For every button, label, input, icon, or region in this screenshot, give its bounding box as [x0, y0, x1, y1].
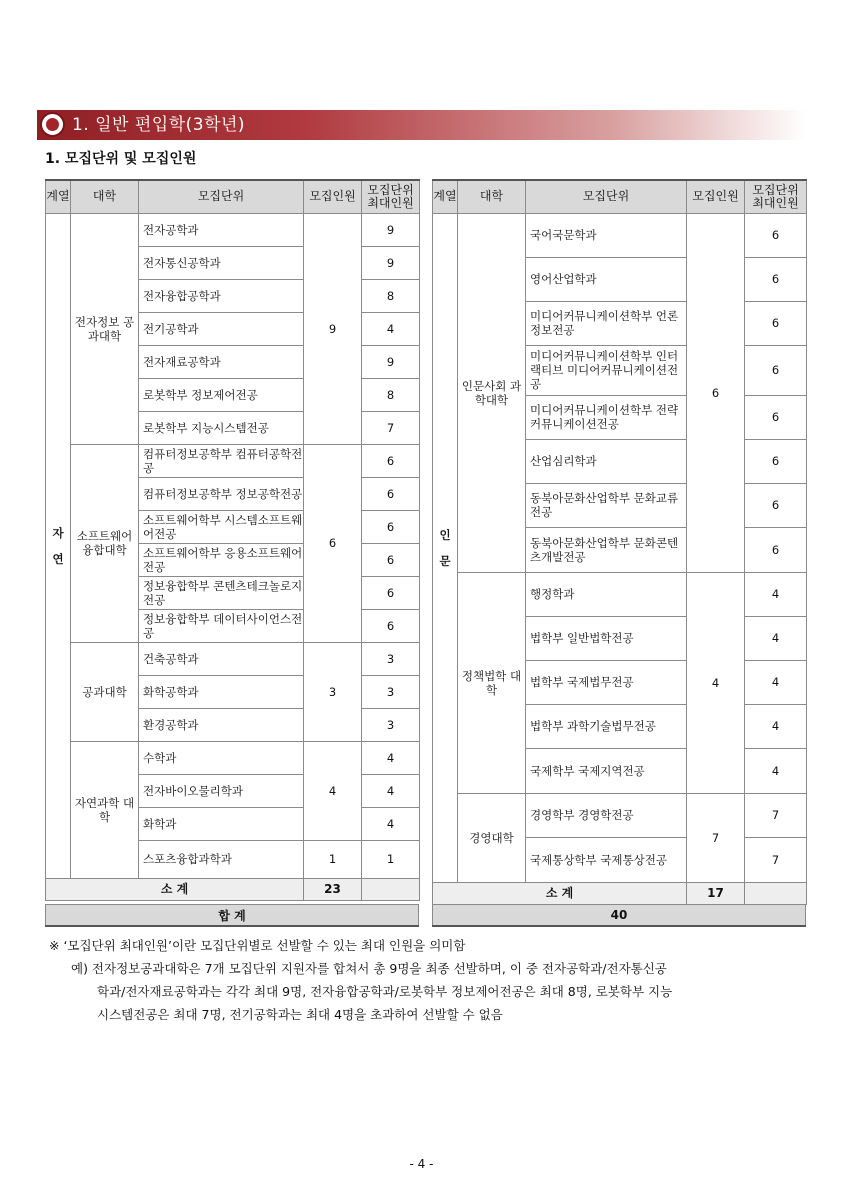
table-row	[433, 572, 807, 616]
college-cell: 전자정보 공과대학	[71, 213, 139, 444]
unit-cell: 정보융합학부 데이터사이언스전공	[139, 609, 304, 642]
field-cell: 인 문	[433, 213, 458, 882]
unit-cell: 경영학부 경영학전공	[526, 793, 687, 837]
table-row	[46, 741, 420, 774]
header-field: 계열	[433, 180, 458, 213]
max-cell: 4	[745, 660, 807, 704]
unit-cell: 법학부 국제법무전공	[526, 660, 687, 704]
max-cell: 6	[362, 510, 420, 543]
quota-cell: 7	[687, 793, 745, 882]
quota-cell: 6	[687, 213, 745, 572]
total-label-bar	[45, 904, 419, 927]
field-cell: 자 연	[46, 213, 71, 878]
university-emblem-icon	[40, 112, 65, 137]
max-cell: 6	[745, 395, 807, 439]
unit-cell: 법학부 일반법학전공	[526, 616, 687, 660]
subtotal-value: 17	[687, 882, 745, 904]
unit-cell: 소프트웨어학부 응용소프트웨어전공	[139, 543, 304, 576]
college-cell: 인문사회 과학대학	[458, 213, 526, 572]
table-row	[46, 444, 420, 477]
unit-cell: 로봇학부 정보제어전공	[139, 378, 304, 411]
section-title: 1. 모집단위 및 모집인원	[45, 151, 197, 167]
note-definition: ※ ‘모집단위 최대인원’이란 모집단위별로 선발할 수 있는 최대 인원을 의미함	[49, 938, 466, 953]
table-row	[433, 213, 807, 257]
subtotal-row	[46, 878, 420, 900]
unit-cell: 환경공학과	[139, 708, 304, 741]
total-label: 합 계	[46, 905, 419, 927]
header-unit: 모집단위	[139, 180, 304, 213]
unit-cell: 전자재료공학과	[139, 345, 304, 378]
note-example-line-3: 시스템전공은 최대 7명, 전기공학과는 최대 4명을 초과하여 선발할 수 없음	[97, 1007, 503, 1022]
max-cell: 4	[745, 572, 807, 616]
max-cell: 6	[745, 257, 807, 301]
max-cell: 6	[362, 576, 420, 609]
unit-cell: 국제학부 국제지역전공	[526, 748, 687, 793]
max-cell: 4	[362, 741, 420, 774]
max-cell: 1	[362, 840, 420, 878]
subtotal-label: 소 계	[46, 878, 304, 900]
college-cell: 정책법학 대학	[458, 572, 526, 793]
table-row	[46, 642, 420, 675]
max-cell: 6	[745, 301, 807, 345]
unit-cell: 동북아문화산업학부 문화콘텐츠개발전공	[526, 527, 687, 572]
max-cell: 6	[745, 439, 807, 483]
unit-cell: 건축공학과	[139, 642, 304, 675]
unit-cell: 전자통신공학과	[139, 246, 304, 279]
note-example-line-1: 예) 전자정보공과대학은 7개 모집단위 지원자를 합쳐서 총 9명을 최종 선발하며, 이 중 전자공학과/전자통신공	[71, 961, 667, 976]
max-cell: 4	[362, 807, 420, 840]
note-example-line-2: 학과/전자재료공학과는 각각 최대 9명, 전자융합공학과/로봇학부 정보제어전공은 최대 8명, 로봇학부 지능	[97, 984, 673, 999]
header-unit: 모집단위	[526, 180, 687, 213]
max-cell: 6	[362, 543, 420, 576]
unit-cell: 전자바이오물리학과	[139, 774, 304, 807]
college-cell: 공과대학	[71, 642, 139, 741]
subtotal-value: 23	[304, 878, 362, 900]
unit-cell: 로봇학부 지능시스템전공	[139, 411, 304, 444]
subtotal-row	[433, 882, 807, 904]
table-row	[46, 213, 420, 246]
max-cell: 6	[745, 483, 807, 527]
quota-cell: 1	[304, 840, 362, 878]
subtotal-empty	[745, 882, 807, 904]
quota-cell: 9	[304, 213, 362, 444]
max-cell: 4	[745, 616, 807, 660]
unit-cell: 동북아문화산업학부 문화교류전공	[526, 483, 687, 527]
unit-cell: 소프트웨어학부 시스템소프트웨어전공	[139, 510, 304, 543]
header-max: 모집단위 최대인원	[362, 180, 420, 213]
total-value-bar	[432, 904, 806, 927]
subtotal-empty	[362, 878, 420, 900]
max-cell: 9	[362, 345, 420, 378]
max-cell: 3	[362, 708, 420, 741]
max-cell: 3	[362, 642, 420, 675]
unit-cell: 법학부 과학기술법무전공	[526, 704, 687, 748]
max-cell: 7	[745, 793, 807, 837]
unit-cell: 국어국문학과	[526, 213, 687, 257]
max-cell: 8	[362, 279, 420, 312]
max-cell: 6	[362, 609, 420, 642]
banner-title: 1. 일반 편입학(3학년)	[72, 115, 246, 135]
max-cell: 4	[362, 312, 420, 345]
header-max: 모집단위 최대인원	[745, 180, 807, 213]
unit-cell: 컴퓨터정보공학부 정보공학전공	[139, 477, 304, 510]
max-cell: 8	[362, 378, 420, 411]
unit-cell: 미디어커뮤니케이션학부 전략커뮤니케이션전공	[526, 395, 687, 439]
quota-cell: 4	[304, 741, 362, 840]
unit-cell: 컴퓨터정보공학부 컴퓨터공학전공	[139, 444, 304, 477]
college-cell: 소프트웨어 융합대학	[71, 444, 139, 642]
max-cell: 6	[745, 345, 807, 395]
unit-cell: 영어산업학과	[526, 257, 687, 301]
quota-cell: 6	[304, 444, 362, 642]
quota-cell: 3	[304, 642, 362, 741]
unit-cell: 수학과	[139, 741, 304, 774]
unit-cell: 스포츠융합과학과	[139, 840, 304, 878]
max-cell: 7	[745, 837, 807, 882]
table-row	[433, 793, 807, 837]
max-cell: 6	[362, 444, 420, 477]
max-cell: 6	[745, 213, 807, 257]
unit-cell: 국제통상학부 국제통상전공	[526, 837, 687, 882]
max-cell: 6	[745, 527, 807, 572]
unit-cell: 정보융합학부 콘텐츠테크놀로지전공	[139, 576, 304, 609]
left-quota-table	[45, 179, 420, 901]
max-cell: 9	[362, 213, 420, 246]
max-cell: 4	[362, 774, 420, 807]
header-college: 대학	[71, 180, 139, 213]
max-cell: 4	[745, 748, 807, 793]
right-quota-table	[432, 179, 807, 905]
college-cell: 경영대학	[458, 793, 526, 882]
college-cell: 자연과학 대학	[71, 741, 139, 878]
table-header-row	[433, 180, 807, 213]
table-header-row	[46, 180, 420, 213]
unit-cell: 화학공학과	[139, 675, 304, 708]
page-number: - 4 -	[409, 1157, 434, 1171]
unit-cell: 미디어커뮤니케이션학부 인터랙티브 미디어커뮤니케이션전공	[526, 345, 687, 395]
unit-cell: 전자공학과	[139, 213, 304, 246]
unit-cell: 전기공학과	[139, 312, 304, 345]
max-cell: 6	[362, 477, 420, 510]
header-field: 계열	[46, 180, 71, 213]
unit-cell: 행정학과	[526, 572, 687, 616]
header-quota: 모집인원	[304, 180, 362, 213]
quota-cell: 4	[687, 572, 745, 793]
unit-cell: 산업심리학과	[526, 439, 687, 483]
unit-cell: 전자융합공학과	[139, 279, 304, 312]
total-value: 40	[433, 905, 806, 927]
max-cell: 9	[362, 246, 420, 279]
subtotal-label: 소 계	[433, 882, 687, 904]
unit-cell: 화학과	[139, 807, 304, 840]
max-cell: 7	[362, 411, 420, 444]
header-quota: 모집인원	[687, 180, 745, 213]
unit-cell: 미디어커뮤니케이션학부 언론정보전공	[526, 301, 687, 345]
header-college: 대학	[458, 180, 526, 213]
max-cell: 4	[745, 704, 807, 748]
max-cell: 3	[362, 675, 420, 708]
